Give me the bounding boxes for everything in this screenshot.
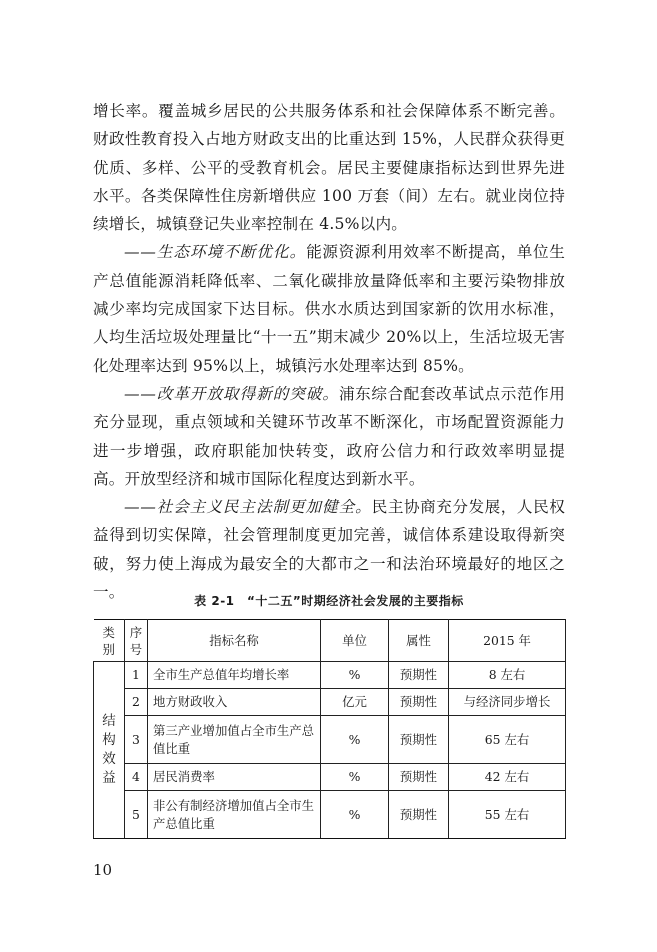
row-number: 5 [125, 791, 148, 839]
paragraph-3-lead: ——改革开放取得新的突破。 [124, 384, 340, 403]
header-number [125, 620, 148, 662]
paragraph-1-text: 增长率。覆盖城乡居民的公共服务体系和社会保障体系不断完善。财政性教育投入占地方财政支出的比重达到 15%，人民群众获得更优质、多样、公平的受教育机会。居民主要健康指标达到世界先进水平。各类保障性住房新增供应 100 万套（间）左右。就业岗位持续增长，城镇登记失业率控制在 4.5%以内。 [93, 102, 565, 234]
table-row [94, 791, 566, 839]
table-row [94, 662, 566, 689]
row-attribute: 预期性 [389, 662, 449, 689]
category-cell [94, 662, 125, 839]
body-text [93, 97, 565, 606]
table-row [94, 689, 566, 716]
row-value: 42 左右 [449, 764, 566, 791]
row-number: 2 [125, 689, 148, 716]
row-unit: 亿元 [321, 689, 389, 716]
row-attribute: 预期性 [389, 791, 449, 839]
table-row [94, 716, 566, 764]
paragraph-2-text: 能源资源利用效率不断提高，单位生产总值能源消耗降低率、二氧化碳排放量降低率和主要污染物排放减少率均完成国家下达目标。供水水质达到国家新的饮用水标准，人均生活垃圾处理量比“十一五”期末减少 20%以上，生活垃圾无害化处理率达到 95%以上，城镇污水处理率达到 85%。 [93, 243, 565, 375]
page-number: 10 [93, 861, 113, 879]
header-category [94, 620, 125, 662]
paragraph-4-lead: ——社会主义民主法制更加健全。 [124, 498, 372, 517]
header-number-label: 序号 [129, 624, 143, 657]
table-title: 表 2-1 “十二五”时期经济社会发展的主要指标 [194, 594, 464, 608]
row-unit: % [321, 716, 389, 764]
paragraph-3 [93, 380, 565, 493]
row-name: 第三产业增加值占全市生产总值比重 [148, 716, 321, 764]
row-number: 4 [125, 764, 148, 791]
row-number: 3 [125, 716, 148, 764]
paragraph-3-text: 浦东综合配套改革试点示范作用充分显现，重点领域和关键环节改革不断深化，市场配置资源能力进一步增强，政府职能加快转变，政府公信力和行政效率明显提高。开放型经济和城市国际化程度达到新水平。 [93, 384, 565, 488]
header-unit: 单位 [321, 620, 389, 662]
paragraph-4 [93, 493, 565, 606]
row-attribute: 预期性 [389, 716, 449, 764]
row-number: 1 [125, 662, 148, 689]
row-name: 地方财政收入 [148, 689, 321, 716]
table-header-row [94, 620, 566, 662]
row-unit: % [321, 662, 389, 689]
row-attribute: 预期性 [389, 764, 449, 791]
row-unit: % [321, 791, 389, 839]
header-name: 指标名称 [148, 620, 321, 662]
paragraph-2-lead: ——生态环境不断优化。 [124, 243, 307, 262]
row-value: 8 左右 [449, 662, 566, 689]
category-label: 结构效益 [102, 713, 116, 786]
row-unit: % [321, 764, 389, 791]
header-attribute: 属性 [389, 620, 449, 662]
row-value: 65 左右 [449, 716, 566, 764]
indicators-table [93, 619, 566, 839]
row-name: 全市生产总值年均增长率 [148, 662, 321, 689]
row-name: 居民消费率 [148, 764, 321, 791]
row-value: 与经济同步增长 [449, 689, 566, 716]
table-row [94, 764, 566, 791]
row-value: 55 左右 [449, 791, 566, 839]
header-year: 2015 年 [449, 620, 566, 662]
paragraph-1 [93, 97, 565, 238]
header-category-label: 类别 [102, 624, 115, 657]
row-attribute: 预期性 [389, 689, 449, 716]
paragraph-2 [93, 238, 565, 379]
row-name: 非公有制经济增加值占全市生产总值比重 [148, 791, 321, 839]
paragraph-4-text: 民主协商充分发展，人民权益得到切实保障，社会管理制度更加完善，诚信体系建设取得新突破，努力使上海成为最安全的大都市之一和法治环境最好的地区之一。 [93, 498, 565, 602]
